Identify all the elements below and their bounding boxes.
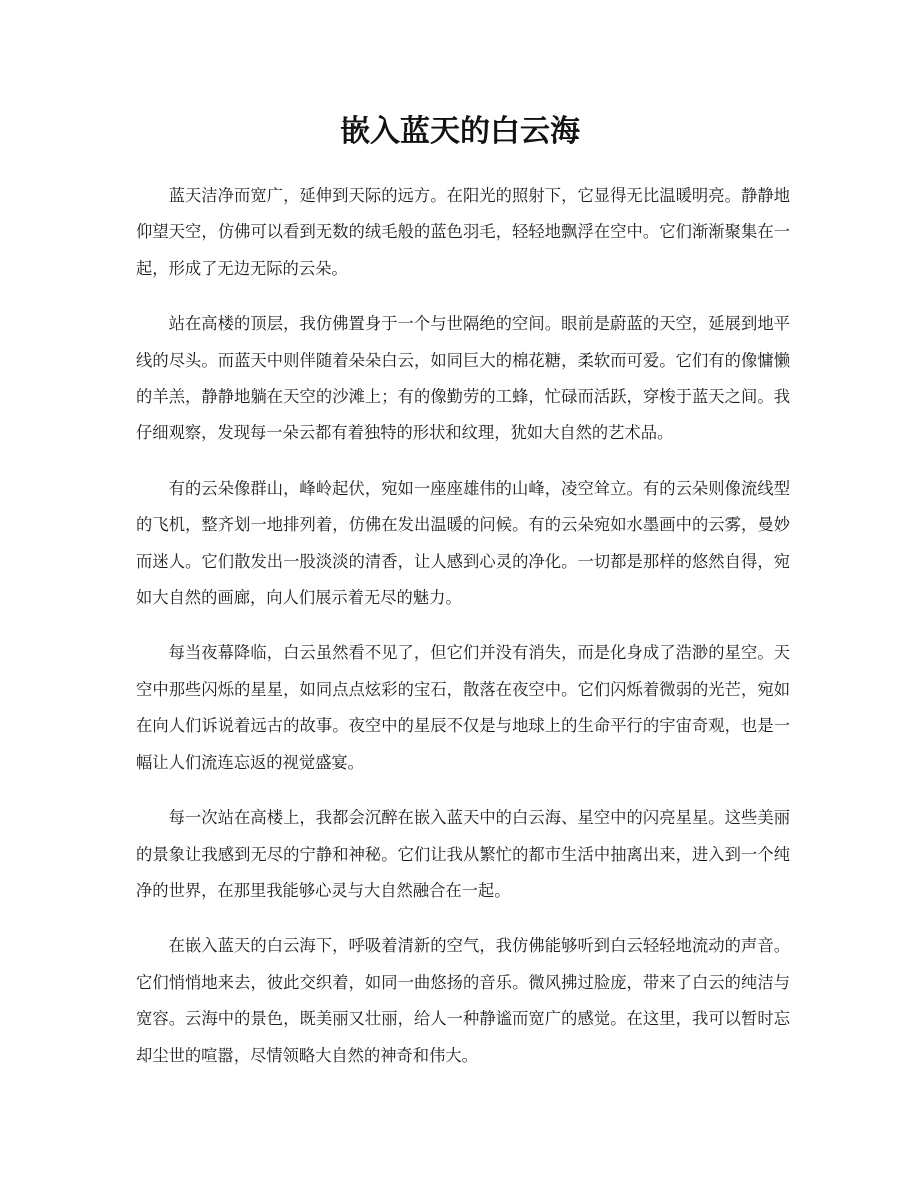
paragraph-3: 有的云朵像群山，峰岭起伏，宛如一座座雄伟的山峰，凌空耸立。有的云朵则像流线型的飞机，整齐划一地排列着，仿佛在发出温暖的问候。有的云朵宛如水墨画中的云雾，曼妙而迷人。它们散发出一股淡淡的清香，让人感到心灵的净化。一切都是那样的悠然自得，宛如大自然的画廊，向人们展示着无尽的魅力。 [136, 478, 790, 608]
document-title: 嵌入蓝天的白云海 [340, 114, 580, 149]
paragraph-4: 每当夜幕降临，白云虽然看不见了，但它们并没有消失，而是化身成了浩渺的星空。天空中那些闪烁的星星，如同点点炫彩的宝石，散落在夜空中。它们闪烁着微弱的光芒，宛如在向人们诉说着远古的故事。夜空中的星辰不仅是与地球上的生命平行的宇宙奇观，也是一幅让人们流连忘返的视觉盛宴。 [136, 643, 790, 772]
article-body [136, 178, 790, 1093]
paragraph-1: 蓝天洁净而宽广，延伸到天际的远方。在阳光的照射下，它显得无比温暖明亮。静静地仰望天空，仿佛可以看到无数的绒毛般的蓝色羽毛，轻轻地飘浮在空中。它们渐渐聚集在一起，形成了无边无际的云朵。 [136, 186, 790, 278]
paragraph-5: 每一次站在高楼上，我都会沉醉在嵌入蓝天中的白云海、星空中的闪亮星星。这些美丽的景象让我感到无尽的宁静和神秘。它们让我从繁忙的都市生活中抽离出来，进入到一个纯净的世界，在那里我能够心灵与大自然融合在一起。 [136, 808, 790, 900]
paragraph-6: 在嵌入蓝天的白云海下，呼吸着清新的空气，我仿佛能够听到白云轻轻地流动的声音。它们悄悄地来去，彼此交织着，如同一曲悠扬的音乐。微风拂过脸庞，带来了白云的纯洁与宽容。云海中的景色，既美丽又壮丽，给人一种静谧而宽广的感觉。在这里，我可以暂时忘却尘世的喧嚣，尽情领略大自然的神奇和伟大。 [136, 936, 790, 1065]
paragraph-2: 站在高楼的顶层，我仿佛置身于一个与世隔绝的空间。眼前是蔚蓝的天空，延展到地平线的尽头。而蓝天中则伴随着朵朵白云，如同巨大的棉花糖，柔软而可爱。它们有的像慵懒的羊羔，静静地躺在天空的沙滩上；有的像勤劳的工蜂，忙碌而活跃，穿梭于蓝天之间。我仔细观察，发现每一朵云都有着独特的形状和纹理，犹如大自然的艺术品。 [136, 314, 790, 443]
